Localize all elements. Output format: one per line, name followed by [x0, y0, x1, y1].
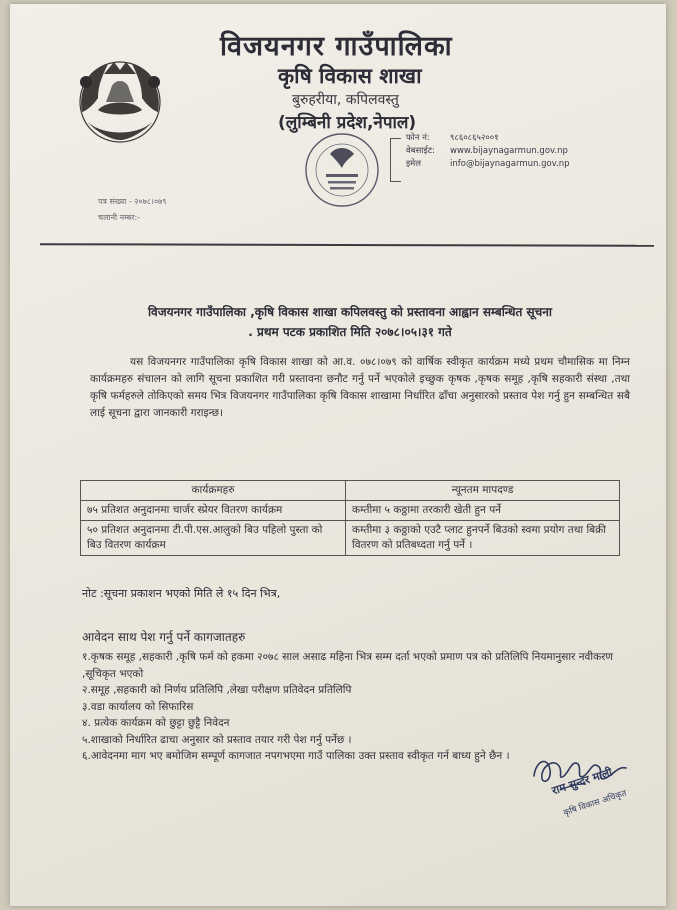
municipality-title: विजयनगर गाउँपालिका [220, 31, 453, 62]
website-row [406, 145, 570, 158]
program-cell: ५० प्रतिशत अनुदानमा टी.पी.एस.आलुको बिउ पहिलो पुस्ता को बिउ वितरण कार्यक्रम [81, 521, 346, 556]
website-label: वेबसाईट: [406, 146, 435, 156]
signatory-name: राम सुन्दर माली [550, 765, 614, 798]
nepal-emblem-icon [68, 52, 172, 150]
criteria-cell: कम्तीमा ३ कठ्ठाको एउटै प्लाट हुनपर्ने बिउको स्वमा प्रयोग तथा बिक्री वितरण को प्रतिबध्दता गर्नु पर्ने । [346, 521, 620, 556]
website-url: www.bijaynagarmun.gov.np [450, 146, 568, 156]
criteria-cell: कम्तीमा ५ कठ्ठामा तरकारी खेती हुन पर्ने [346, 501, 620, 521]
email-label: इमेल [406, 159, 422, 169]
documents-heading: आवेदन साथ पेश गर्नु पर्ने कागजातहरु [82, 630, 246, 644]
letter-number: पत्र संख्या - २०७८।०७९ [98, 197, 167, 206]
deadline-note: नोट :सूचना प्रकाशन भएको मिति ले १५ दिन भित्र, [82, 587, 281, 600]
program-cell: ७५ प्रतिशत अनुदानमा चार्जर स्प्रेयर वितरण कार्यक्रम [81, 501, 346, 521]
province-name: (लुम्बिनी प्रदेश,नेपाल) [278, 113, 417, 133]
phone-label: फोन नं: [406, 133, 430, 143]
phone-number: ९८६०८६५२००१ [450, 133, 499, 143]
column-header-programs: कार्यक्रमहरु [81, 481, 346, 501]
list-item: १.कृषक समूह ,सहकारी ,कृषि फर्म को हकमा २०७८ साल असाढ महिना भित्र सम्म दर्ता भएको प्रमाण पत्र को प्रतिलिपि नियमानुसार नवीकरण ,सूचिकृत भएको [82, 651, 614, 680]
list-item: ५.शाखाको निर्धारित ढाचा अनुसार को प्रस्ताव तयार गरी पेश गर्नु पर्नेछ । [82, 733, 352, 746]
contact-block [406, 132, 570, 171]
signatory-role: कृषि विकास अधिकृत [562, 788, 628, 819]
table-row [81, 501, 620, 521]
table-row [81, 521, 620, 556]
email-row [406, 158, 570, 171]
subject-line-1: विजयनगर गाउँपालिका ,कृषि विकास शाखा कपिलवस्तु को प्रस्तावना आह्वान सम्बन्धित सूचना [147, 305, 553, 319]
branch-name: कृषि विकास शाखा [278, 64, 422, 88]
header-divider [40, 243, 654, 247]
office-address: बुरुहरीया, कपिलवस्तु [292, 92, 399, 108]
table-header-row [81, 481, 620, 501]
office-stamp-icon [300, 128, 384, 212]
list-item: ४. प्रत्येक कार्यक्रम को छुट्टा छुट्टै निवेदन [82, 717, 230, 729]
notice-subject [90, 302, 610, 342]
programs-table [80, 480, 620, 556]
column-header-criteria: न्यूनतम मापदण्ड [346, 481, 620, 501]
dispatch-number: चलानी नम्बर:- [98, 213, 141, 222]
notice-body: यस विजयनगर गाउँपालिका कृषि विकास शाखा को आ.व. ०७८।०७९ को वार्षिक स्वीकृत कार्यक्रम मध्ये प्रथम चौमासिक मा निम्न कार्यक्रमहरु संचालन को लागि सूचना प्रकाशित गरी प्रस्तावना छनौट गर्नु पर्ने भएकोले इच्छुक कृषक ,कृषक समूह ,कृषि सहकारी संस्था ,तथा कृषि फर्महरुले तोकिएको समय भित्र विजयनगर गाउँपालिका कृषि विकास शाखामा निर्धारित ढाँचा अनुसारको प्रस्ताव पेश गर्नु हुन सम्बन्धित सबै लाई सूचना द्वारा जानकारी गराइन्छ। [90, 356, 630, 419]
list-item: २.समूह ,सहकारी को निर्णय प्रतिलिपि ,लेखा परीक्षण प्रतिवेदन प्रतिलिपि [82, 684, 352, 696]
email-address: info@bijaynagarmun.gov.np [450, 159, 570, 169]
subject-line-2: . प्रथम पटक प्रकाशित मिति २०७८।०५।३१ गते [248, 325, 452, 339]
notice-page [10, 4, 666, 906]
list-item: ६.आवेदनमा माग भए बमोजिम सम्पूर्ण कागजात नपगभएमा गाउँ पालिका उक्त प्रस्ताव स्वीकृत गर्न बाध्य हुने छैन । [82, 750, 510, 762]
phone-row [406, 132, 570, 145]
signature-mark-icon [530, 746, 650, 846]
list-item: ३.वडा कार्यालय को सिफारिस [82, 700, 194, 713]
reference-numbers [98, 194, 166, 226]
contact-bracket [390, 138, 401, 182]
